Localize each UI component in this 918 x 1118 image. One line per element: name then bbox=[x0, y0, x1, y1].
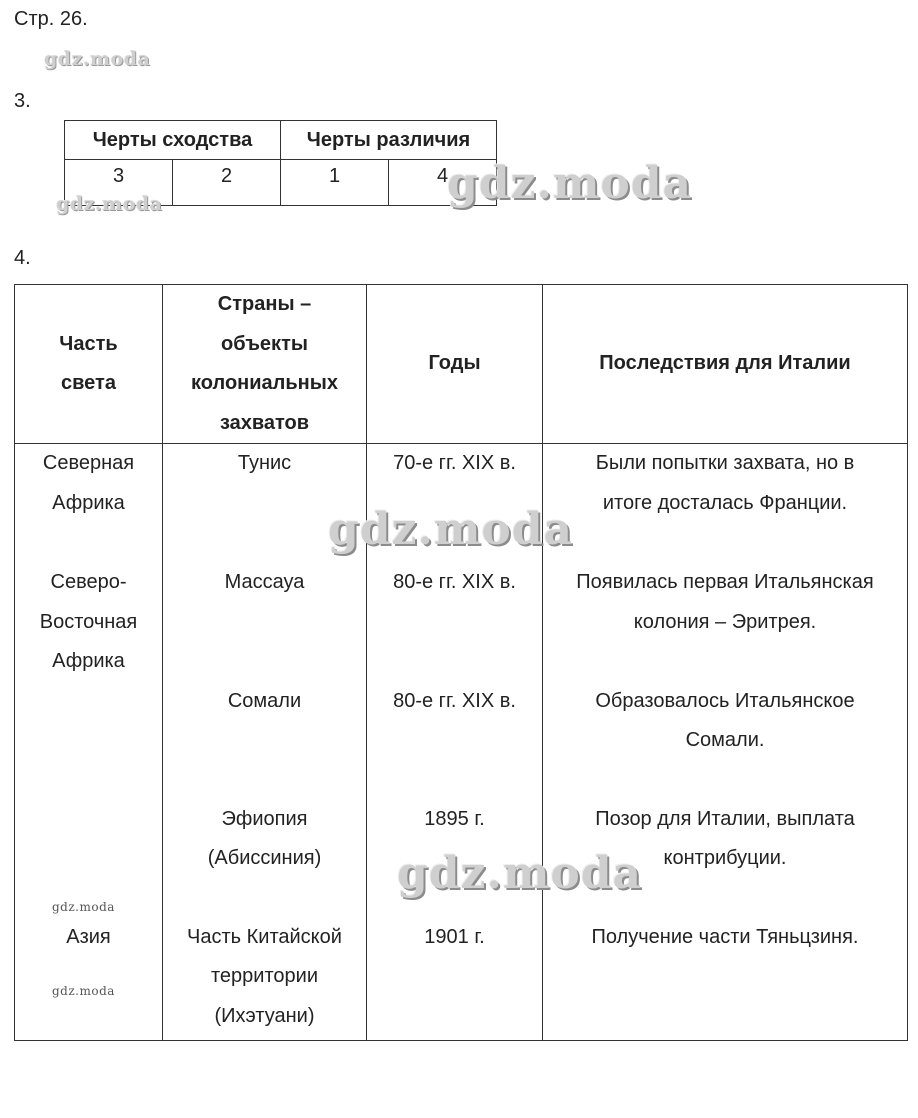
years-cell: 1901 г. bbox=[367, 918, 543, 1041]
cell-line: Эфиопия bbox=[221, 807, 308, 830]
watermark: gdz.moda bbox=[56, 193, 163, 215]
header-line: захватов bbox=[219, 411, 310, 434]
table-row bbox=[15, 800, 908, 918]
cell-line: Сомали bbox=[227, 689, 302, 712]
cell-line: (Абиссиния) bbox=[207, 847, 322, 869]
part-cell bbox=[15, 444, 163, 564]
cell-line: Массауа bbox=[224, 571, 305, 593]
cell-line: Северная bbox=[42, 452, 135, 474]
cell-line: Северо- bbox=[50, 571, 127, 593]
part-cell bbox=[15, 563, 163, 682]
consequence-cell bbox=[543, 918, 908, 1041]
consequence-cell bbox=[543, 563, 908, 682]
task-3-table bbox=[64, 120, 497, 206]
country-cell bbox=[163, 800, 367, 918]
watermark: gdz.moda bbox=[447, 158, 693, 209]
task-4-number: 4. bbox=[14, 247, 31, 269]
cell-line: контрибуции. bbox=[663, 847, 787, 869]
country-cell bbox=[163, 563, 367, 682]
consequence-cell bbox=[543, 682, 908, 800]
country-cell bbox=[163, 444, 367, 564]
header-differences: Черты различия bbox=[281, 121, 497, 160]
task-3-cell: 2 bbox=[173, 160, 281, 206]
table-row bbox=[15, 444, 908, 564]
years-cell: 70-е гг. XIX в. bbox=[367, 444, 543, 564]
cell-line: Азия bbox=[66, 925, 111, 948]
header-countries bbox=[163, 285, 367, 444]
watermark: gdz.moda bbox=[52, 900, 115, 914]
table-row bbox=[15, 682, 908, 800]
cell-line: Были попытки захвата, но в bbox=[595, 452, 855, 474]
watermark: gdz.moda bbox=[328, 504, 574, 555]
watermark: gdz.moda bbox=[52, 984, 115, 998]
cell-line: колония – Эритрея. bbox=[633, 610, 817, 633]
country-cell bbox=[163, 682, 367, 800]
country-cell bbox=[163, 918, 367, 1041]
cell-line: Африка bbox=[52, 491, 125, 514]
consequence-cell bbox=[543, 800, 908, 918]
years-cell: 1895 г. bbox=[367, 800, 543, 918]
cell-line: Получение части Тяньцзиня. bbox=[591, 925, 859, 948]
cell-line: Восточная bbox=[39, 610, 138, 633]
cell-line: Появилась первая Итальянская bbox=[576, 571, 874, 593]
task-3-number: 3. bbox=[14, 90, 31, 112]
cell-line: Сомали. bbox=[685, 729, 765, 751]
header-consequences: Последствия для Италии bbox=[543, 285, 908, 444]
consequence-cell bbox=[543, 444, 908, 564]
years-cell: 80-е гг. XIX в. bbox=[367, 563, 543, 682]
cell-line: Африка bbox=[52, 650, 125, 672]
part-cell bbox=[15, 800, 163, 918]
page-heading: Стр. 26. bbox=[14, 8, 88, 30]
part-cell bbox=[15, 682, 163, 800]
header-line: Часть bbox=[59, 332, 118, 355]
table-row bbox=[15, 563, 908, 682]
cell-line: территории bbox=[210, 965, 318, 987]
header-line: Страны – bbox=[217, 293, 312, 315]
cell-line: Образовалось Итальянское bbox=[595, 689, 855, 712]
task-3-cell: 4 bbox=[389, 160, 497, 206]
cell-line: Часть Китайской bbox=[187, 925, 342, 948]
task-3-cell: 1 bbox=[281, 160, 389, 206]
header-line: колониальных bbox=[191, 372, 338, 394]
years-cell: 80-е гг. XIX в. bbox=[367, 682, 543, 800]
cell-line: Позор для Италии, выплата bbox=[595, 807, 855, 830]
header-line: объекты bbox=[221, 332, 308, 355]
part-cell bbox=[15, 918, 163, 1041]
watermark: gdz.moda bbox=[44, 48, 151, 70]
cell-line: итоге досталась Франции. bbox=[602, 491, 848, 514]
header-line: света bbox=[61, 372, 116, 394]
watermark: gdz.moda bbox=[397, 848, 643, 899]
header-similarities: Черты сходства bbox=[65, 121, 281, 160]
header-years: Годы bbox=[367, 285, 543, 444]
task-4-table bbox=[14, 284, 908, 1041]
cell-line: (Ихэтуани) bbox=[214, 1004, 315, 1027]
table-row bbox=[15, 918, 908, 1041]
task-3-cell: 3 bbox=[65, 160, 173, 206]
header-part-of-world bbox=[15, 285, 163, 444]
cell-line: Тунис bbox=[237, 452, 292, 474]
